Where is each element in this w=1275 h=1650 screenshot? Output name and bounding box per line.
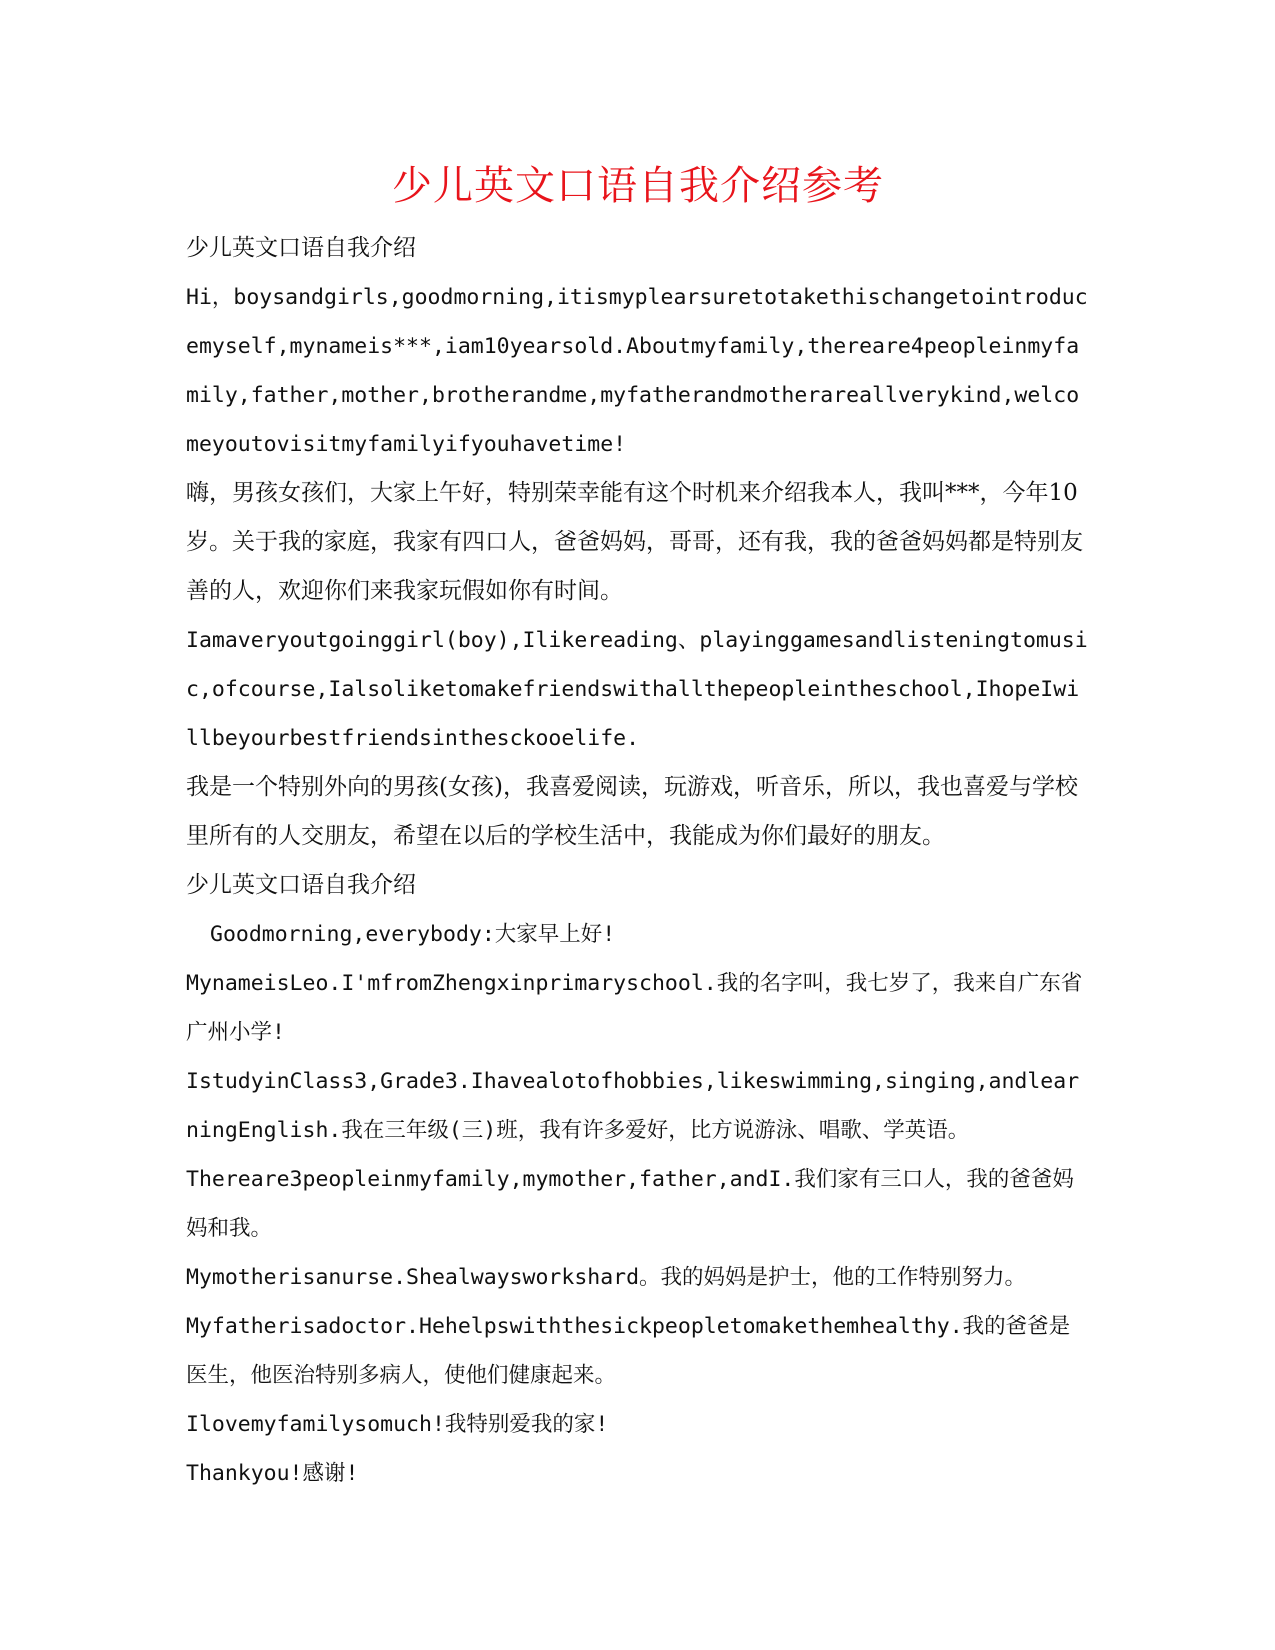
paragraph-mother: Mymotherisanurse.Shealwaysworkshard。我的妈妈是护士，他的工作特别努力。 (186, 1265, 1027, 1290)
paragraph-chinese-intro: 嗨，男孩女孩们，大家上午好，特别荣幸能有这个时机来介绍我本人，我叫***，今年10岁。关于我的家庭，我家有四口人，爸爸妈妈，哥哥，还有我，我的爸爸妈妈都是特别友善的人，欢迎你们来我家玩假如你有时间。 (186, 480, 1083, 604)
paragraph-greeting: Goodmorning,everybody:大家早上好! (210, 922, 616, 947)
section-heading-2: 少儿英文口语自我介绍 (186, 872, 416, 898)
paragraph-chinese-hobbies: 我是一个特别外向的男孩(女孩)，我喜爱阅读，玩游戏，听音乐，所以，我也喜爱与学校里所有的人交朋友，希望在以后的学校生活中，我能成为你们最好的朋友。 (186, 774, 1078, 849)
section-heading-1: 少儿英文口语自我介绍 (186, 235, 416, 261)
paragraph-english-intro: Hi，boysandgirls,goodmorning,itismyplearsuretotakethischangetointroducemyself,mynameis***,iam10yearsold.Aboutmyfamily,thereare4peopleinmyfamily,father,mother,brotherandme,myfatherandmotherareallverykind,welcomeyoutovisitmyfamilyifyouhavetime! (186, 285, 1088, 457)
paragraph-thanks: Thankyou!感谢! (186, 1461, 359, 1486)
paragraph-father: Myfatherisadoctor.Hehelpswiththesickpeopletomakethemhealthy.我的爸爸是医生，他医治特别多病人，使他们健康起来。 (186, 1314, 1071, 1388)
paragraph-english-hobbies: Iamaveryoutgoinggirl(boy),Ilikereading、playinggamesandlisteningtomusic,ofcourse,Ialsoliketomakefriendswithallthepeopleintheschool,IhopeIwillbeyourbestfriendsinthesckooelife. (186, 628, 1088, 751)
paragraph-family: Thereare3peopleinmyfamily,mymother,father,andI.我们家有三口人，我的爸爸妈妈和我。 (186, 1167, 1074, 1241)
paragraph-name: MynameisLeo.I'mfromZhengxinprimaryschool.我的名字叫，我七岁了，我来自广东省广州小学! (186, 971, 1083, 1045)
paragraph-love-family: Ilovemyfamilysomuch!我特别爱我的家! (186, 1412, 609, 1437)
paragraph-class: IstudyinClass3,Grade3.Ihavealotofhobbies,likeswimming,singing,andlearningEnglish.我在三年级(三)班，我有许多爱好，比方说游泳、唱歌、学英语。 (186, 1069, 1080, 1143)
document-page (186, 158, 1090, 1498)
document-title: 少儿英文口语自我介绍参考 (392, 163, 884, 209)
